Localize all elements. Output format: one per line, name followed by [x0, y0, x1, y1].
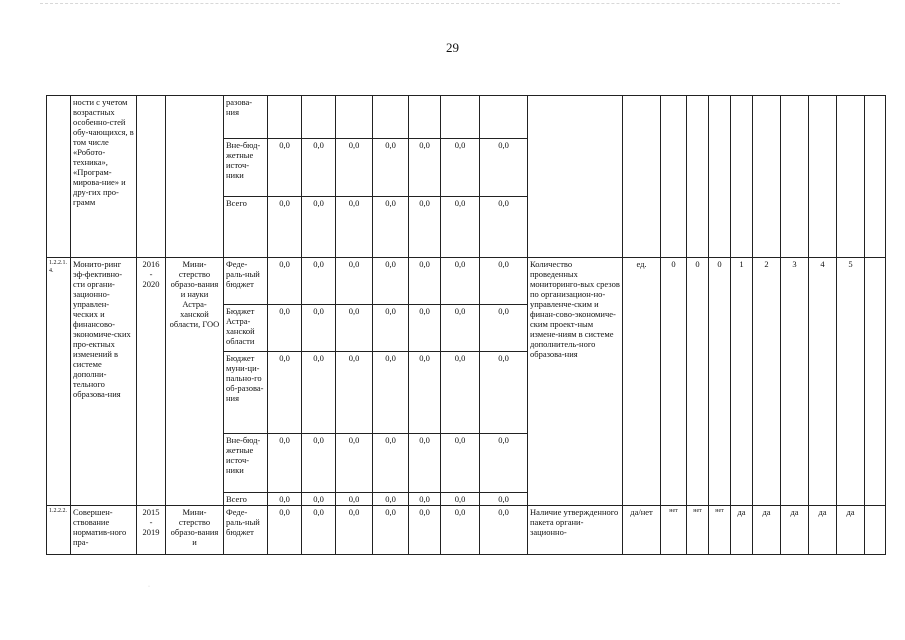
row-b-source-offbudget: Вне-бюд-жетные источ-ники	[224, 434, 268, 493]
row-b-indicator: Количество проведенных мониторинго-вых срезов по организацион-но-управленче-ским и финан-сово-экономиче-ским проект-ным измене-ниям в системе дополнитель-ного образова-ния	[528, 258, 623, 506]
row-c-year-start: 2015	[142, 507, 160, 517]
row-b-federal-value: 0,0	[268, 258, 302, 305]
row-a-activity-name: ности с учетом возрастных особенно-стей обу-чающихся, в том числе «Робото-техника», «Програм-мирова-ние» и дру-гих про-грамм	[71, 96, 137, 258]
row-b-federal-value: 0,0	[409, 258, 441, 305]
row-a-cont-empty	[268, 96, 302, 139]
row-b-municipal-value: 0,0	[480, 352, 528, 434]
row-a-total-value: 0,0	[268, 197, 302, 258]
row-b-source-regional: Бюджет Астра-ханской области	[224, 305, 268, 352]
row-a-indicator-cell	[528, 96, 623, 258]
row-c-activity-name: Совершен-ствование норматив-ного пра-	[71, 506, 137, 555]
row-a-value: 0,0	[373, 139, 409, 197]
row-b-target-value: 0	[687, 258, 709, 506]
row-c-year-end: 2019	[142, 527, 160, 537]
row-a-source-cont: разова-ния	[224, 96, 268, 139]
row-b-municipal-value: 0,0	[268, 352, 302, 434]
row-b-total-value: 0,0	[336, 493, 373, 506]
row-b-offbudget-value: 0,0	[336, 434, 373, 493]
row-a-value: 0,0	[480, 139, 528, 197]
row-b-code: 1.2.2.1.4.	[47, 258, 71, 506]
row-c-target-value: да	[809, 506, 837, 555]
row-b-regional-value: 0,0	[268, 305, 302, 352]
row-a-target-cell	[753, 96, 781, 258]
row-b-year-start: 2016	[142, 259, 160, 269]
row-a-target-cell	[809, 96, 837, 258]
row-b-activity-name: Монито-ринг эф-фективно-сти органи-зационно-управлен-ческих и финансово-экономиче-ских про-ектных изменений в системе дополни-тельного образова-ния	[71, 258, 137, 506]
row-b-offbudget-value: 0,0	[373, 434, 409, 493]
program-activities-table	[46, 95, 886, 555]
row-b-federal-value: 0,0	[336, 258, 373, 305]
row-a-target-cell	[687, 96, 709, 258]
row-c-target-value	[865, 506, 886, 555]
row-b-regional-value: 0,0	[480, 305, 528, 352]
row-b-federal-value: 0,0	[302, 258, 336, 305]
row-a-value: 0,0	[409, 139, 441, 197]
row-b-target-value: 4	[809, 258, 837, 506]
row-a-source-offbudget: Вне-бюд-жетные источ-ники	[224, 139, 268, 197]
row-c-federal-value: 0,0	[268, 506, 302, 555]
row-a-cont-empty	[441, 96, 480, 139]
row-c-target-value: нет	[661, 506, 687, 555]
row-a-target-cell	[837, 96, 865, 258]
row-b-unit: ед.	[623, 258, 661, 506]
row-c-federal-value: 0,0	[409, 506, 441, 555]
row-b-municipal-value: 0,0	[409, 352, 441, 434]
row-b-source-total: Всего	[224, 493, 268, 506]
row-b-total-value: 0,0	[480, 493, 528, 506]
row-b-target-value: 0	[661, 258, 687, 506]
row-b-total-value: 0,0	[268, 493, 302, 506]
row-b-total-value: 0,0	[441, 493, 480, 506]
row-a-total-value: 0,0	[336, 197, 373, 258]
row-c-source-federal: Феде-раль-ный бюджет	[224, 506, 268, 555]
row-a-total-value: 0,0	[441, 197, 480, 258]
row-b-regional-value: 0,0	[302, 305, 336, 352]
row-a-target-cell	[661, 96, 687, 258]
row-b-source-federal: Феде-раль-ный бюджет	[224, 258, 268, 305]
table-row	[47, 258, 886, 305]
row-c-indicator: Наличие утвержденного пакета органи-зационно-	[528, 506, 623, 555]
row-c-target-value: да	[753, 506, 781, 555]
row-b-regional-value: 0,0	[409, 305, 441, 352]
row-b-total-value: 0,0	[302, 493, 336, 506]
row-a-total-value: 0,0	[480, 197, 528, 258]
table-row	[47, 96, 886, 139]
row-a-executor-cell	[166, 96, 224, 258]
row-a-total-value: 0,0	[373, 197, 409, 258]
row-b-municipal-value: 0,0	[302, 352, 336, 434]
row-a-unit-cell	[623, 96, 661, 258]
row-c-target-value: да	[837, 506, 865, 555]
row-a-total-value: 0,0	[409, 197, 441, 258]
row-b-source-municipal: Бюджет муни-ци-пально-го об-разова-ния	[224, 352, 268, 434]
top-scan-rule	[40, 3, 840, 4]
row-c-federal-value: 0,0	[480, 506, 528, 555]
row-b-federal-value: 0,0	[480, 258, 528, 305]
row-b-federal-value: 0,0	[441, 258, 480, 305]
scan-speck: ·	[148, 584, 150, 590]
row-b-municipal-value: 0,0	[373, 352, 409, 434]
row-b-offbudget-value: 0,0	[441, 434, 480, 493]
row-a-target-cell	[865, 96, 886, 258]
row-b-regional-value: 0,0	[336, 305, 373, 352]
row-c-years	[137, 506, 166, 555]
row-c-executor: Мини-стерство образо-вания и	[166, 506, 224, 555]
row-a-cont-empty	[373, 96, 409, 139]
row-b-target-value: 5	[837, 258, 865, 506]
row-b-target-value: 2	[753, 258, 781, 506]
row-b-target-value: 0	[709, 258, 731, 506]
row-a-value: 0,0	[336, 139, 373, 197]
row-a-value: 0,0	[302, 139, 336, 197]
row-b-target-value	[865, 258, 886, 506]
row-a-target-cell	[781, 96, 809, 258]
row-c-federal-value: 0,0	[302, 506, 336, 555]
row-c-target-value: да	[781, 506, 809, 555]
row-a-cont-empty	[302, 96, 336, 139]
row-b-municipal-value: 0,0	[441, 352, 480, 434]
row-b-target-value: 3	[781, 258, 809, 506]
row-b-regional-value: 0,0	[373, 305, 409, 352]
page-number: 29	[446, 40, 459, 55]
row-b-total-value: 0,0	[373, 493, 409, 506]
row-a-cont-empty	[480, 96, 528, 139]
row-b-year-dash: -	[149, 269, 153, 279]
row-b-offbudget-value: 0,0	[480, 434, 528, 493]
row-b-executor: Мини-стерство образо-вания и науки Астра-ханской области, ГОО	[166, 258, 224, 506]
row-b-municipal-value: 0,0	[336, 352, 373, 434]
row-a-value: 0,0	[268, 139, 302, 197]
row-a-cont-empty	[336, 96, 373, 139]
row-a-target-cell	[731, 96, 753, 258]
row-b-years	[137, 258, 166, 506]
row-b-total-value: 0,0	[409, 493, 441, 506]
row-a-cont-empty	[409, 96, 441, 139]
row-a-target-cell	[709, 96, 731, 258]
row-b-federal-value: 0,0	[373, 258, 409, 305]
row-c-year-dash: -	[149, 517, 153, 527]
table-row	[47, 506, 886, 555]
row-b-offbudget-value: 0,0	[268, 434, 302, 493]
row-a-code-cell	[47, 96, 71, 258]
row-a-total-value: 0,0	[302, 197, 336, 258]
row-b-target-value: 1	[731, 258, 753, 506]
row-b-offbudget-value: 0,0	[409, 434, 441, 493]
row-c-unit: да/нет	[623, 506, 661, 555]
row-c-federal-value: 0,0	[373, 506, 409, 555]
row-b-regional-value: 0,0	[441, 305, 480, 352]
row-b-offbudget-value: 0,0	[302, 434, 336, 493]
row-c-target-value: да	[731, 506, 753, 555]
row-a-source-total: Всего	[224, 197, 268, 258]
row-a-years-cell	[137, 96, 166, 258]
row-b-year-end: 2020	[142, 279, 160, 289]
row-c-code: 1.2.2.2.	[47, 506, 71, 555]
row-c-federal-value: 0,0	[441, 506, 480, 555]
row-a-value: 0,0	[441, 139, 480, 197]
row-c-target-value: нет	[687, 506, 709, 555]
row-c-federal-value: 0,0	[336, 506, 373, 555]
row-c-target-value: нет	[709, 506, 731, 555]
